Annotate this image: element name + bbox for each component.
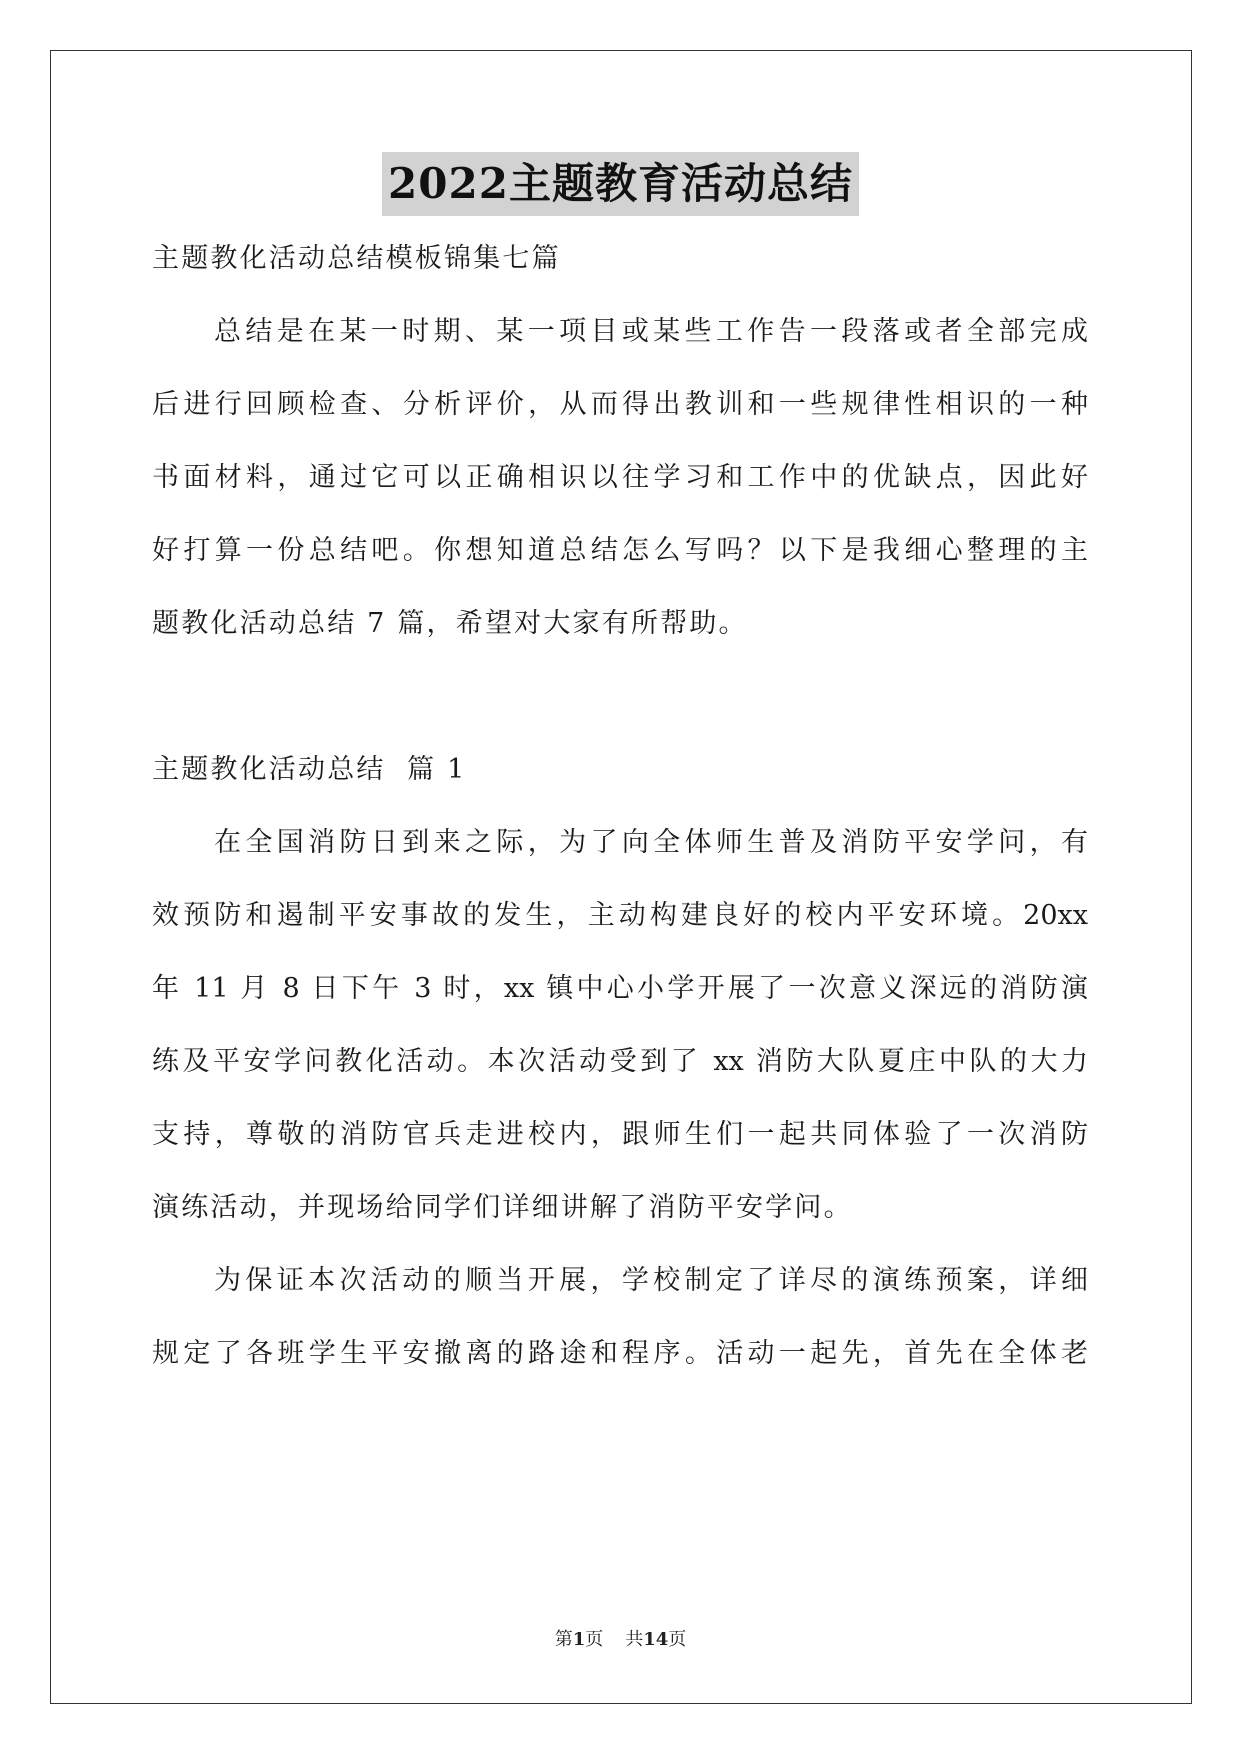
document-subtitle: 主题教化活动总结模板锦集七篇 xyxy=(152,243,561,274)
page-unit: 页 xyxy=(585,1629,604,1650)
total-pages: 14 xyxy=(643,1629,669,1650)
page-border xyxy=(50,50,1192,1704)
intro-line-2: 后进行回顾检查、分析评价，从而得出教训和一些规律性相识的一种 xyxy=(152,389,1088,420)
para1-line-4: 练及平安学问教化活动。本次活动受到了 xx 消防大队夏庄中队的大力 xyxy=(152,1046,1088,1077)
document-title: 2022主题教育活动总结 xyxy=(382,152,859,216)
title-container xyxy=(0,152,1241,216)
total-prefix: 共 xyxy=(625,1629,644,1650)
total-unit: 页 xyxy=(668,1629,687,1650)
para1-line-2: 效预防和遏制平安事故的发生，主动构建良好的校内平安环境。20xx xyxy=(152,900,1088,931)
para1-line-3: 年 11 月 8 日下午 3 时，xx 镇中心小学开展了一次意义深远的消防演 xyxy=(152,973,1088,1004)
page-prefix: 第 xyxy=(554,1629,573,1650)
intro-line-1: 总结是在某一时期、某一项目或某些工作告一段落或者全部完成 xyxy=(214,316,1088,347)
para2-line-2: 规定了各班学生平安撤离的路途和程序。活动一起先，首先在全体老 xyxy=(152,1338,1088,1369)
para1-line-6: 演练活动，并现场给同学们详细讲解了消防平安学问。 xyxy=(152,1192,853,1223)
page-number: 1 xyxy=(572,1629,586,1650)
para2-line-1: 为保证本次活动的顺当开展，学校制定了详尽的演练预案，详细 xyxy=(214,1265,1088,1296)
page-footer xyxy=(0,1628,1241,1652)
intro-line-4: 好打算一份总结吧。你想知道总结怎么写吗？以下是我细心整理的主 xyxy=(152,535,1088,566)
section-heading: 主题教化活动总结 篇 1 xyxy=(152,754,467,785)
para1-line-5: 支持，尊敬的消防官兵走进校内，跟师生们一起共同体验了一次消防 xyxy=(152,1119,1088,1150)
intro-line-5: 题教化活动总结 7 篇，希望对大家有所帮助。 xyxy=(152,608,748,639)
intro-line-3: 书面材料，通过它可以正确相识以往学习和工作中的优缺点，因此好 xyxy=(152,462,1088,493)
para1-line-1: 在全国消防日到来之际，为了向全体师生普及消防平安学问，有 xyxy=(214,827,1088,858)
